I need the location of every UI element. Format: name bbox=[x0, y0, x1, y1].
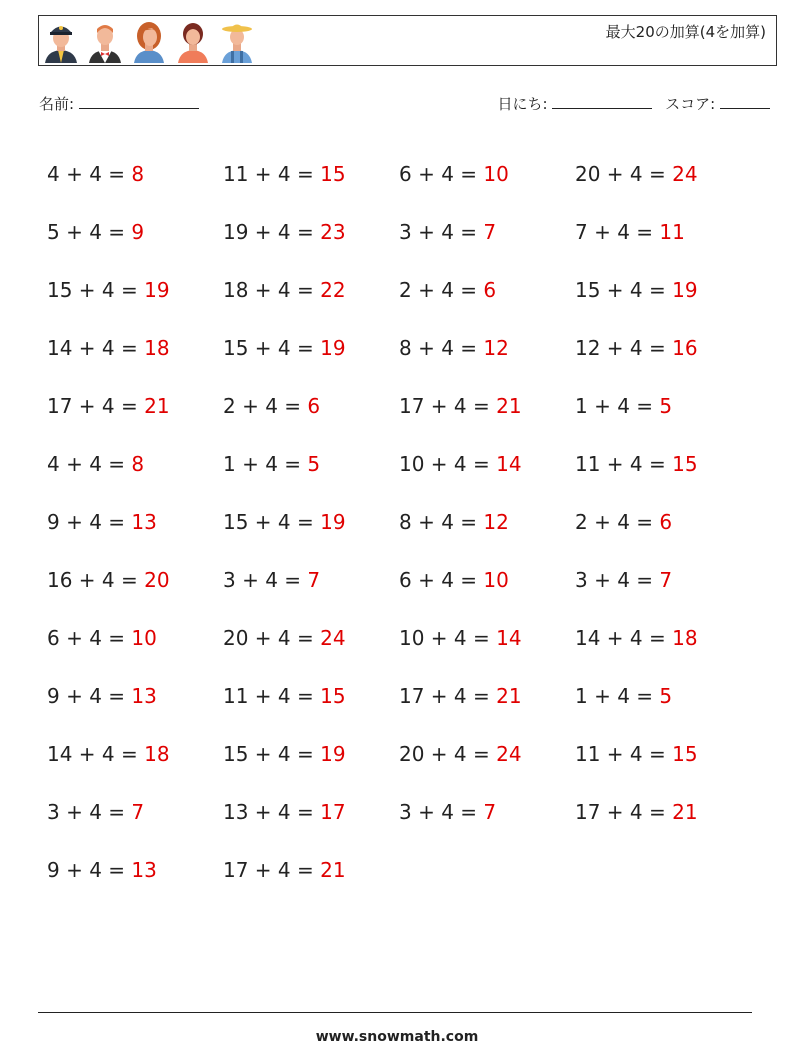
problem-item bbox=[399, 336, 575, 360]
problem-answer: 21 bbox=[320, 858, 346, 882]
problem-answer: 5 bbox=[307, 452, 321, 476]
problem-answer: 9 bbox=[131, 220, 145, 244]
problem-answer: 12 bbox=[483, 336, 509, 360]
problem-answer: 14 bbox=[496, 626, 522, 650]
girl-avatar-icon bbox=[175, 19, 211, 63]
problem-item bbox=[575, 626, 751, 650]
problem-answer: 19 bbox=[672, 278, 698, 302]
pilot-avatar-icon bbox=[43, 19, 79, 63]
avatar-strip bbox=[43, 19, 255, 63]
date-blank-line[interactable] bbox=[552, 94, 652, 109]
problem-row bbox=[47, 319, 757, 377]
problem-item bbox=[223, 626, 399, 650]
problem-item bbox=[399, 510, 575, 534]
problem-item bbox=[575, 800, 751, 824]
problem-row bbox=[47, 377, 757, 435]
problem-question: 6 + 4 = bbox=[47, 626, 132, 650]
name-field bbox=[39, 93, 199, 114]
problem-question: 10 + 4 = bbox=[399, 626, 497, 650]
problem-answer: 19 bbox=[320, 742, 346, 766]
problem-answer: 19 bbox=[144, 278, 170, 302]
problem-question: 19 + 4 = bbox=[223, 220, 321, 244]
problem-question: 20 + 4 = bbox=[399, 742, 497, 766]
problem-question: 7 + 4 = bbox=[575, 220, 660, 244]
problem-answer: 12 bbox=[483, 510, 509, 534]
problem-item bbox=[47, 452, 223, 476]
problem-item bbox=[575, 220, 751, 244]
problem-answer: 21 bbox=[496, 684, 522, 708]
problem-answer: 10 bbox=[483, 162, 509, 186]
problem-answer: 7 bbox=[659, 568, 673, 592]
date-label: 日にち: bbox=[497, 95, 548, 113]
problem-item bbox=[223, 858, 399, 882]
problem-question: 14 + 4 = bbox=[575, 626, 673, 650]
problem-item bbox=[399, 684, 575, 708]
problem-item bbox=[223, 684, 399, 708]
problem-item bbox=[399, 162, 575, 186]
problem-item bbox=[47, 568, 223, 592]
problem-item bbox=[47, 626, 223, 650]
problem-question: 3 + 4 = bbox=[47, 800, 132, 824]
problem-question: 15 + 4 = bbox=[223, 336, 321, 360]
problem-answer: 6 bbox=[483, 278, 497, 302]
problem-question: 6 + 4 = bbox=[399, 162, 484, 186]
problem-item bbox=[223, 162, 399, 186]
problem-row bbox=[47, 667, 757, 725]
problem-row bbox=[47, 145, 757, 203]
problem-item bbox=[223, 336, 399, 360]
problem-item bbox=[223, 220, 399, 244]
problem-answer: 22 bbox=[320, 278, 346, 302]
problem-question: 1 + 4 = bbox=[575, 684, 660, 708]
problem-answer: 24 bbox=[496, 742, 522, 766]
problem-answer: 21 bbox=[672, 800, 698, 824]
farmer-avatar-icon bbox=[219, 19, 255, 63]
problem-answer: 16 bbox=[672, 336, 698, 360]
problem-question: 15 + 4 = bbox=[223, 510, 321, 534]
problem-answer: 6 bbox=[659, 510, 673, 534]
problem-item bbox=[223, 742, 399, 766]
problem-row bbox=[47, 783, 757, 841]
problem-answer: 7 bbox=[307, 568, 321, 592]
problem-question: 15 + 4 = bbox=[223, 742, 321, 766]
waiter-avatar-icon bbox=[87, 19, 123, 63]
footer-site: www.snowmath.com bbox=[315, 1029, 479, 1045]
problem-item bbox=[575, 336, 751, 360]
problem-item bbox=[223, 394, 399, 418]
problem-question: 8 + 4 = bbox=[399, 336, 484, 360]
problem-answer: 15 bbox=[672, 452, 698, 476]
problem-answer: 19 bbox=[320, 336, 346, 360]
problem-answer: 17 bbox=[320, 800, 346, 824]
problem-item bbox=[575, 452, 751, 476]
problem-answer: 10 bbox=[483, 568, 509, 592]
worksheet-header bbox=[38, 15, 777, 66]
problem-item bbox=[399, 568, 575, 592]
problem-question: 15 + 4 = bbox=[47, 278, 145, 302]
problem-item bbox=[47, 858, 223, 882]
problem-item bbox=[47, 684, 223, 708]
problem-question: 18 + 4 = bbox=[223, 278, 321, 302]
problem-answer: 18 bbox=[144, 742, 170, 766]
problem-answer: 15 bbox=[320, 684, 346, 708]
problem-question: 6 + 4 = bbox=[399, 568, 484, 592]
problem-answer: 8 bbox=[131, 452, 145, 476]
worksheet-title: 最大20の加算(4を加算) bbox=[605, 23, 766, 41]
problem-item bbox=[575, 568, 751, 592]
problem-item bbox=[399, 394, 575, 418]
problem-answer: 23 bbox=[320, 220, 346, 244]
problem-answer: 18 bbox=[144, 336, 170, 360]
problem-question: 11 + 4 = bbox=[223, 162, 321, 186]
problem-row bbox=[47, 725, 757, 783]
problem-question: 11 + 4 = bbox=[575, 742, 673, 766]
problem-answer: 6 bbox=[307, 394, 321, 418]
score-label: スコア: bbox=[665, 95, 716, 113]
problem-item bbox=[575, 684, 751, 708]
problem-question: 12 + 4 = bbox=[575, 336, 673, 360]
problem-item bbox=[47, 742, 223, 766]
problem-question: 4 + 4 = bbox=[47, 452, 132, 476]
problem-question: 3 + 4 = bbox=[223, 568, 308, 592]
problem-answer: 5 bbox=[659, 394, 673, 418]
problem-item bbox=[399, 452, 575, 476]
problem-row bbox=[47, 261, 757, 319]
problem-item bbox=[47, 336, 223, 360]
problem-question: 9 + 4 = bbox=[47, 858, 132, 882]
problem-item bbox=[399, 626, 575, 650]
problem-answer: 8 bbox=[131, 162, 145, 186]
problem-question: 9 + 4 = bbox=[47, 684, 132, 708]
problem-item bbox=[399, 278, 575, 302]
problem-answer: 15 bbox=[320, 162, 346, 186]
problem-row bbox=[47, 609, 757, 667]
problem-question: 1 + 4 = bbox=[575, 394, 660, 418]
problem-answer: 10 bbox=[131, 626, 157, 650]
problem-question: 2 + 4 = bbox=[575, 510, 660, 534]
problem-item bbox=[47, 394, 223, 418]
problem-question: 17 + 4 = bbox=[399, 684, 497, 708]
problem-grid bbox=[47, 145, 757, 899]
problem-question: 17 + 4 = bbox=[47, 394, 145, 418]
problem-answer: 24 bbox=[672, 162, 698, 186]
problem-answer: 14 bbox=[496, 452, 522, 476]
problem-question: 14 + 4 = bbox=[47, 742, 145, 766]
problem-question: 17 + 4 = bbox=[399, 394, 497, 418]
problem-question: 11 + 4 = bbox=[223, 684, 321, 708]
problem-item bbox=[47, 220, 223, 244]
problem-question: 5 + 4 = bbox=[47, 220, 132, 244]
problem-item bbox=[575, 510, 751, 534]
problem-question: 3 + 4 = bbox=[575, 568, 660, 592]
problem-question: 13 + 4 = bbox=[223, 800, 321, 824]
problem-row bbox=[47, 841, 757, 899]
problem-item bbox=[47, 510, 223, 534]
problem-answer: 24 bbox=[320, 626, 346, 650]
problem-question: 3 + 4 = bbox=[399, 220, 484, 244]
problem-item bbox=[47, 800, 223, 824]
problem-answer: 19 bbox=[320, 510, 346, 534]
problem-answer: 7 bbox=[131, 800, 145, 824]
problem-question: 2 + 4 = bbox=[399, 278, 484, 302]
problem-question: 2 + 4 = bbox=[223, 394, 308, 418]
problem-question: 10 + 4 = bbox=[399, 452, 497, 476]
problem-answer: 13 bbox=[131, 510, 157, 534]
problem-answer: 21 bbox=[144, 394, 170, 418]
score-blank-line[interactable] bbox=[720, 94, 770, 109]
problem-question: 17 + 4 = bbox=[223, 858, 321, 882]
problem-answer: 20 bbox=[144, 568, 170, 592]
name-blank-line[interactable] bbox=[79, 94, 199, 109]
problem-question: 20 + 4 = bbox=[575, 162, 673, 186]
problem-item bbox=[223, 278, 399, 302]
footer-divider bbox=[38, 1012, 752, 1013]
problem-question: 20 + 4 = bbox=[223, 626, 321, 650]
date-score-field bbox=[498, 93, 770, 114]
problem-item bbox=[575, 394, 751, 418]
problem-item bbox=[399, 742, 575, 766]
problem-item bbox=[223, 800, 399, 824]
problem-item bbox=[223, 452, 399, 476]
problem-answer: 21 bbox=[496, 394, 522, 418]
problem-item bbox=[399, 800, 575, 824]
problem-answer: 11 bbox=[659, 220, 685, 244]
problem-question: 11 + 4 = bbox=[575, 452, 673, 476]
problem-answer: 18 bbox=[672, 626, 698, 650]
name-label: 名前: bbox=[39, 95, 75, 113]
problem-item bbox=[47, 162, 223, 186]
problem-item bbox=[575, 278, 751, 302]
problem-row bbox=[47, 203, 757, 261]
problem-row bbox=[47, 493, 757, 551]
problem-item bbox=[399, 220, 575, 244]
problem-answer: 7 bbox=[483, 220, 497, 244]
woman-avatar-icon bbox=[131, 19, 167, 63]
problem-question: 8 + 4 = bbox=[399, 510, 484, 534]
problem-item bbox=[223, 510, 399, 534]
problem-row bbox=[47, 435, 757, 493]
problem-row bbox=[47, 551, 757, 609]
problem-question: 3 + 4 = bbox=[399, 800, 484, 824]
problem-question: 1 + 4 = bbox=[223, 452, 308, 476]
problem-item bbox=[575, 162, 751, 186]
problem-answer: 13 bbox=[131, 858, 157, 882]
problem-item bbox=[223, 568, 399, 592]
problem-answer: 5 bbox=[659, 684, 673, 708]
problem-question: 17 + 4 = bbox=[575, 800, 673, 824]
problem-question: 16 + 4 = bbox=[47, 568, 145, 592]
problem-item bbox=[575, 742, 751, 766]
problem-question: 9 + 4 = bbox=[47, 510, 132, 534]
problem-question: 15 + 4 = bbox=[575, 278, 673, 302]
problem-item bbox=[47, 278, 223, 302]
problem-question: 4 + 4 = bbox=[47, 162, 132, 186]
problem-answer: 15 bbox=[672, 742, 698, 766]
problem-question: 14 + 4 = bbox=[47, 336, 145, 360]
problem-answer: 7 bbox=[483, 800, 497, 824]
problem-answer: 13 bbox=[131, 684, 157, 708]
